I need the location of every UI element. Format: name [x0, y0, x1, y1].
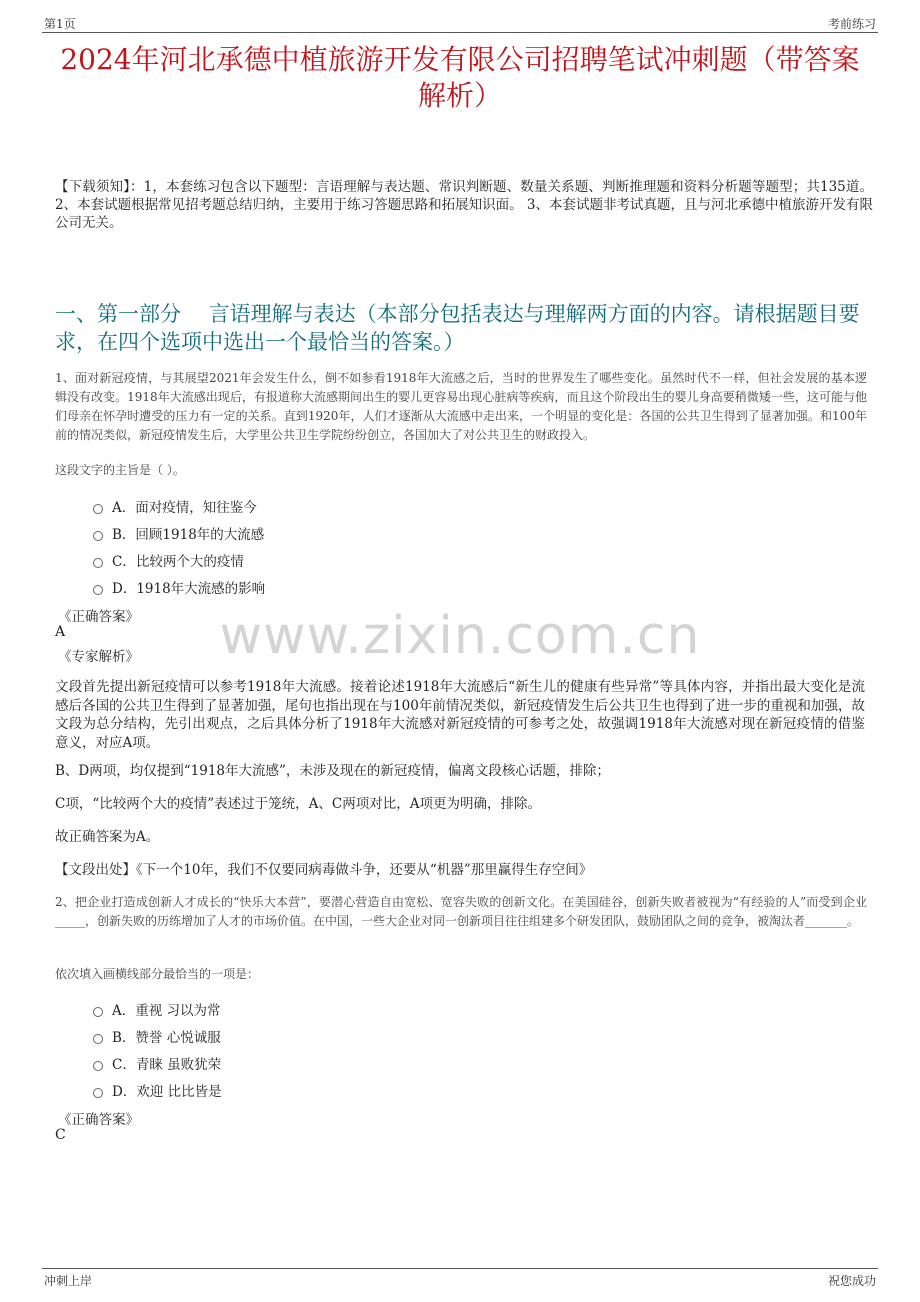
question-1-option-d[interactable]: D．1918年大流感的影响: [93, 577, 265, 597]
analysis-paragraph: 文段首先提出新冠疫情可以参考1918年大流感。接着论述1918年大流感后“新生儿的健康有些异常”等具体内容，并指出最大变化是流感后各国的公共卫生得到了显著加强，尾句也指出现在与100年前情况类似，新冠疫情发生后公共卫生也得到了进一步的重视和加强，故文段为总分结构，先引出观点，之后具体分析了1918年大流感对新冠疫情的可参考之处，故强调1918年大流感对现在新冠疫情的借鉴意义，对应A项。: [55, 679, 865, 751]
question-1-text: 1、面对新冠疫情，与其展望2021年会发生什么，倒不如参看1918年大流感之后，当时的世界发生了哪些变化。虽然时代不一样，但社会发展的基本逻辑没有改变。1918年大流感出现后，有报道称大流感期间出生的婴儿更容易出现心脏病等疾病，而且这个阶段出生的婴儿身高要稍微矮一些，这可能与他们母亲在怀孕时遭受的压力有一定的关系。直到1920年，人们才逐渐从大流感中走出来，一个明显的变化是：各国的公共卫生得到了显著加强。和100年前的情况类似，新冠疫情发生后，大学里公共卫生学院纷纷创立，各国加大了对公共卫生的财政投入。: [55, 371, 867, 442]
header-tag: 考前练习: [827, 17, 876, 31]
question-1-option-a[interactable]: A．面对疫情，知往鉴今: [93, 496, 257, 516]
analysis-paragraph: 故正确答案为A。: [55, 829, 160, 845]
question-2-option-a[interactable]: A．重视 习以为常: [93, 999, 221, 1019]
radio-icon[interactable]: [93, 504, 103, 514]
question-2-option-d[interactable]: D．欢迎 比比皆是: [93, 1080, 222, 1100]
question-1-answer: A: [55, 624, 66, 640]
analysis-paragraph: C项，“比较两个大的疫情”表述过于笼统，A、C两项对比，A项更为明确，排除。: [55, 796, 541, 812]
watermark: www.zixin.com.cn: [219, 606, 701, 666]
passage-source: 【文段出处】《下一个10年，我们不仅要同病毒做斗争，还要从“机器”那里赢得生存空间》: [55, 862, 593, 878]
footer-divider: [42, 1268, 878, 1269]
radio-icon[interactable]: [93, 558, 103, 568]
radio-icon[interactable]: [93, 1061, 103, 1071]
radio-icon[interactable]: [93, 1007, 103, 1017]
document-title: 2024年河北承德中植旅游开发有限公司招聘笔试冲刺题（带答案解析）: [60, 43, 860, 112]
radio-icon[interactable]: [93, 1034, 103, 1044]
question-1-prompt: 这段文字的主旨是（ ）。: [55, 463, 185, 477]
section-heading: 一、第一部分 言语理解与表达（本部分包括表达与理解两方面的内容。请根据题目要求，在四个选项中选出一个最恰当的答案。）: [55, 302, 860, 354]
header-divider: [42, 32, 878, 33]
question-1-option-c[interactable]: C．比较两个大的疫情: [93, 550, 244, 570]
question-2-option-c[interactable]: C．青睐 虽败犹荣: [93, 1053, 221, 1073]
page-number: 第1页: [44, 17, 76, 31]
question-1-answer-label: 《正确答案》: [58, 609, 139, 625]
question-2-answer-label: 《正确答案》: [58, 1112, 139, 1128]
footer-left: 冲刺上岸: [44, 1274, 93, 1288]
question-2-text: 2、把企业打造成创新人才成长的“快乐大本营”，要潜心营造自由宽松、宽容失败的创新文化。在美国硅谷，创新失败者被视为“有经验的人”而受到企业_____，创新失败的历练增加了人才的市场价值。在中国，一些大企业对同一创新项目往往组建多个研发团队，鼓励团队之间的竞争，被淘汰者_______。: [55, 895, 867, 928]
radio-icon[interactable]: [93, 585, 103, 595]
question-1-analysis-label: 《专家解析》: [58, 649, 139, 665]
analysis-paragraph: B、D两项，均仅提到“1918年大流感”，未涉及现在的新冠疫情，偏离文段核心话题，排除；: [55, 763, 610, 779]
question-1-option-b[interactable]: B．回顾1918年的大流感: [93, 523, 264, 543]
question-2-prompt: 依次填入画横线部分最恰当的一项是：: [55, 967, 260, 981]
download-notice: 【下载须知】：1，本套练习包含以下题型：言语理解与表达题、常识判断题、数量关系题、判断推理题和资料分析题等题型；共135道。 2、本套试题根据常见招考题总结归纳，主要用于练习答题思路和拓展知识面。 3、本套试题非考试真题，且与河北承德中植旅游开发有限公司无关。: [55, 179, 873, 231]
footer-right: 祝您成功: [827, 1274, 876, 1288]
question-2-option-b[interactable]: B．赞誉 心悦诚服: [93, 1026, 221, 1046]
question-2-answer: C: [55, 1127, 66, 1143]
radio-icon[interactable]: [93, 531, 103, 541]
radio-icon[interactable]: [93, 1088, 103, 1098]
